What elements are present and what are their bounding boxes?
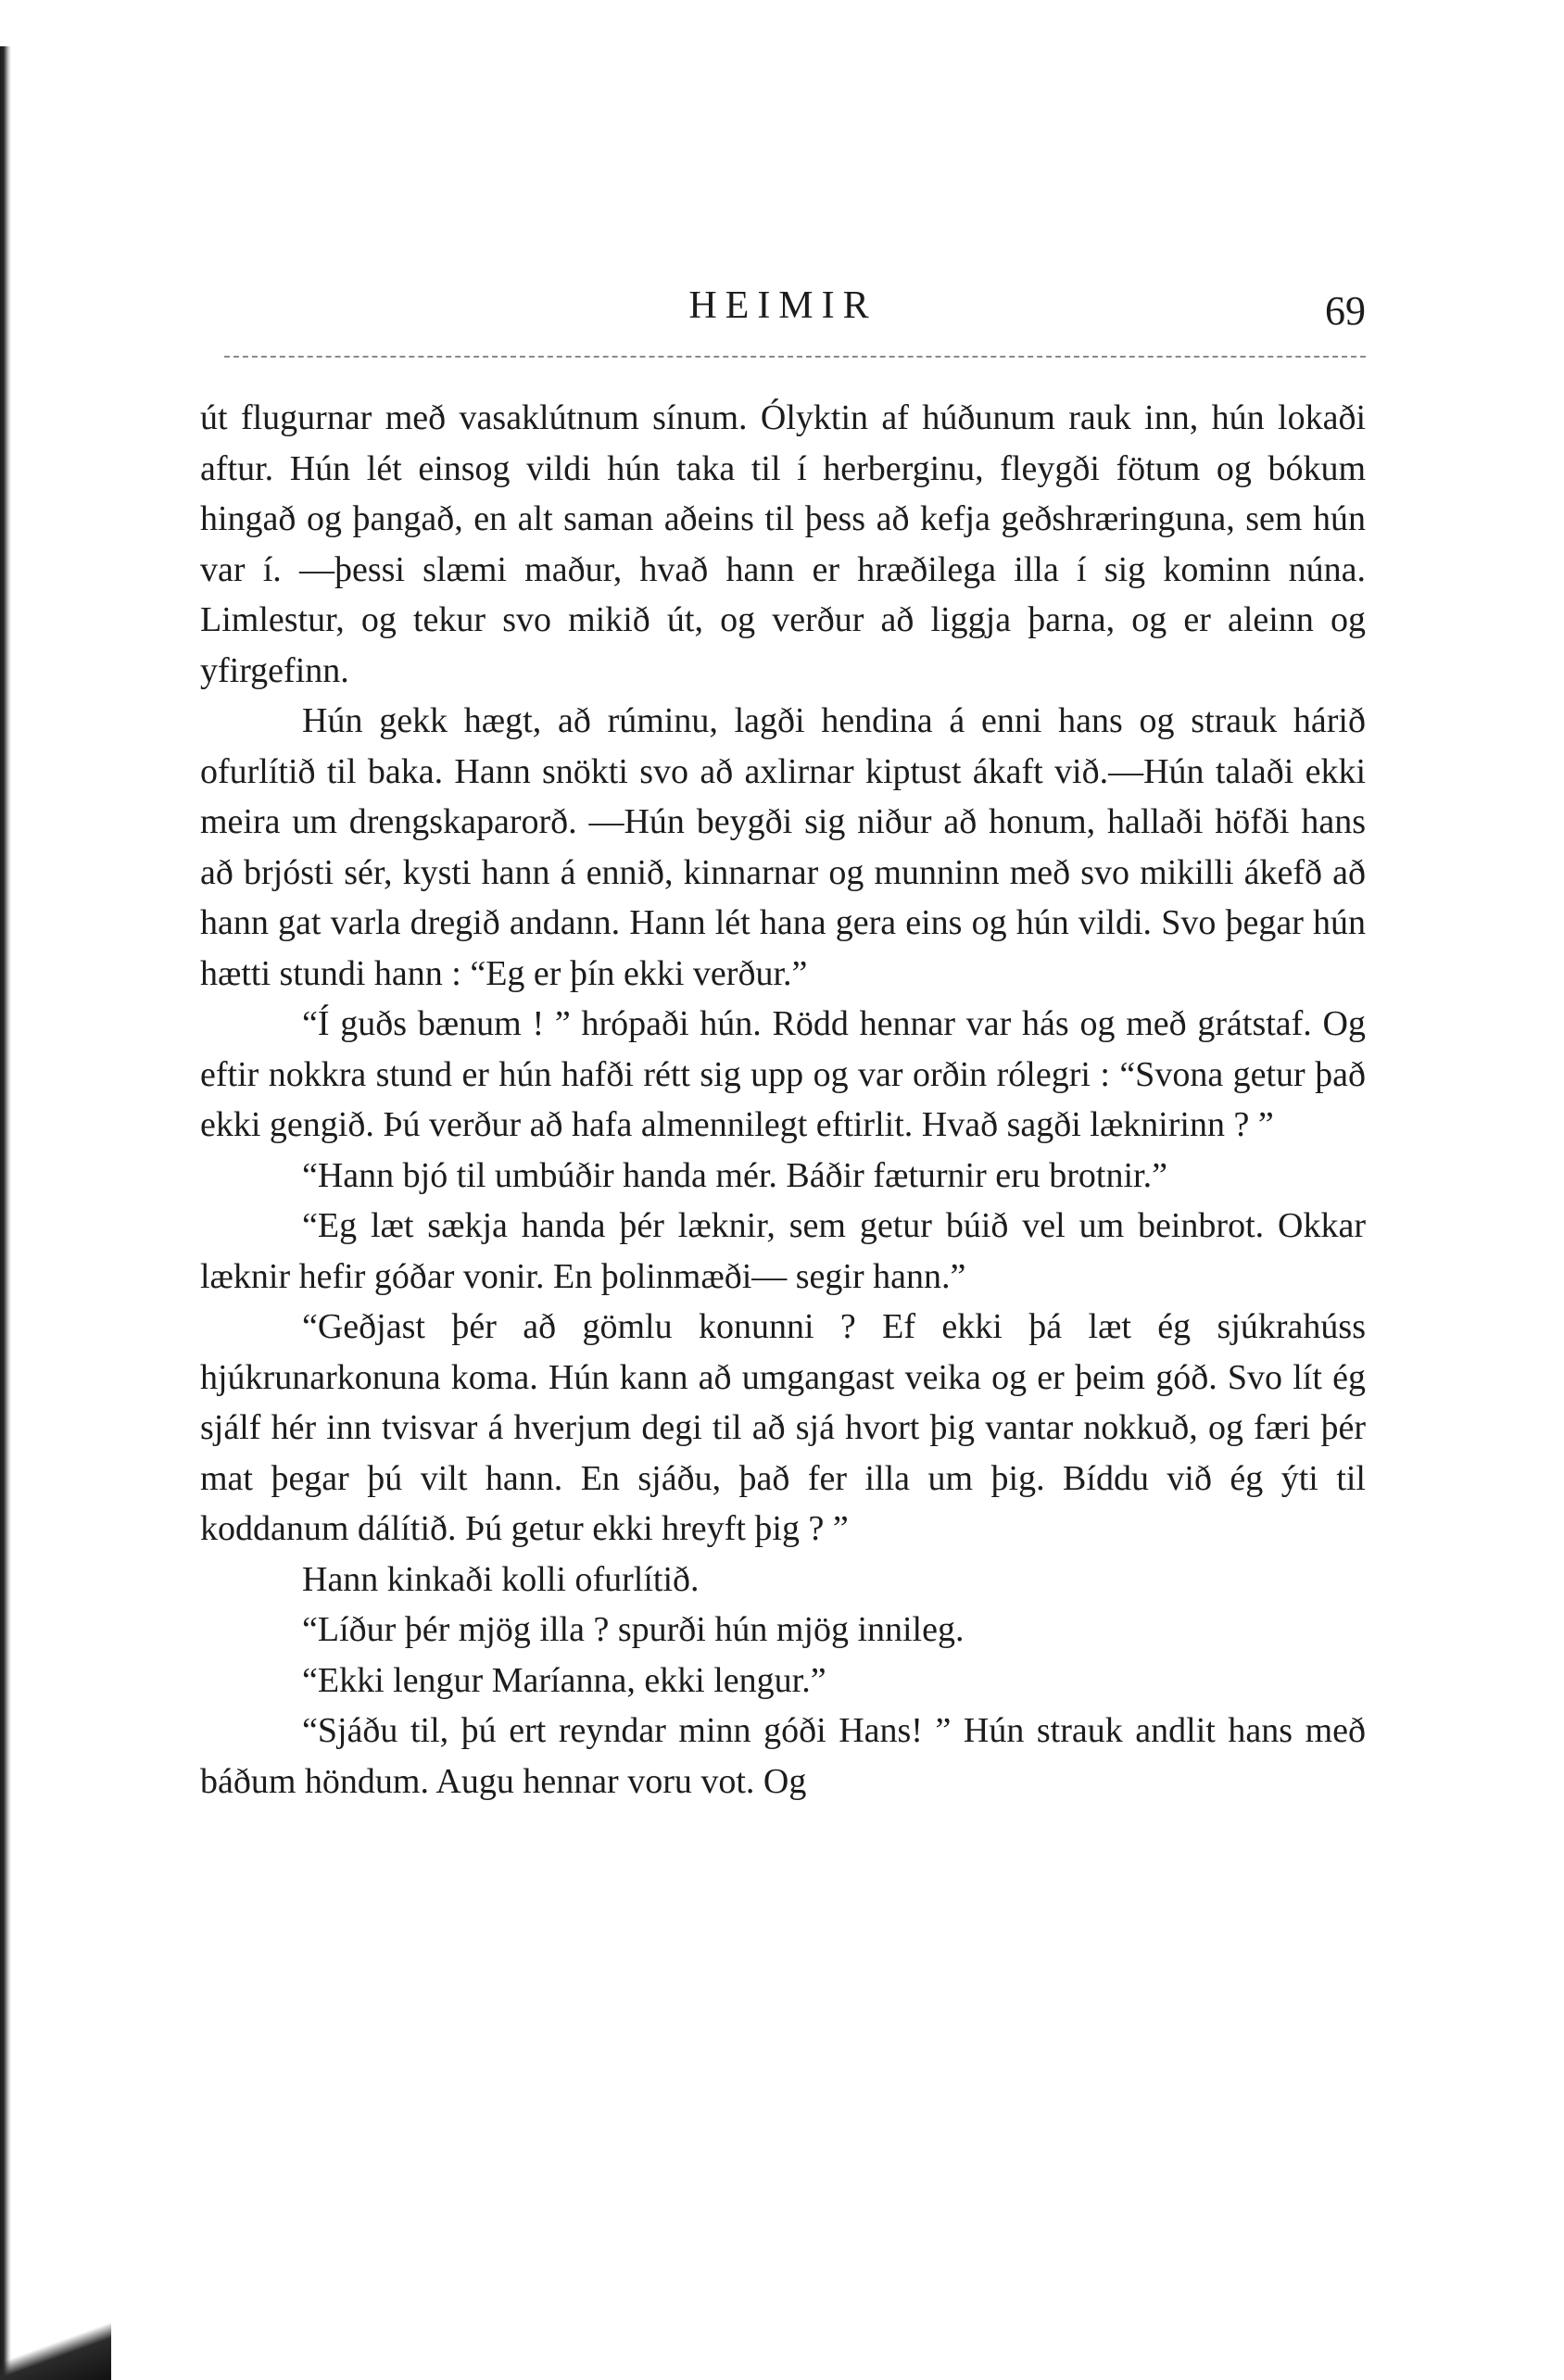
paragraph: Hún gekk hægt, að rúminu, lagði hendina á enni hans og strauk hárið ofurlítið til baka. Hann snökti svo að axlirnar kiptust ákaft við.—Hún talaði ekki meira um drengskaparorð. —Hún beygði sig niður að honum, hallaði höfði hans að brjósti sér, kysti hann á ennið, kinnarnar og munninn með svo mikilli ákefð að hann gat varla dregið andann. Hann lét hana gera eins og hún vildi. Svo þegar hún hætti stundi hann : “Eg er þín ekki verður.” [200, 701, 1366, 993]
paragraph: “Líður þér mjög illa ? spurði hún mjög innileg. [302, 1610, 965, 1649]
paragraph: “Hann bjó til umbúðir handa mér. Báðir fæturnir eru brotnir.” [302, 1155, 1167, 1195]
paragraph: “Eg læt sækja handa þér læknir, sem getur búið vel um beinbrot. Okkar læknir hefir góðar vonir. En þolinmæði— segir hann.” [200, 1206, 1366, 1296]
running-title: HEIMIR [688, 284, 877, 327]
page-body [200, 393, 1366, 1807]
paragraph: Hann kinkaði kolli ofurlítið. [302, 1559, 700, 1599]
scan-page-edge [0, 46, 11, 2380]
scan-corner-shadow [0, 2315, 111, 2380]
running-header [200, 278, 1366, 352]
header-rule [224, 356, 1366, 358]
paragraph: “Í guðs bænum ! ” hrópaði hún. Rödd hennar var hás og með grátstaf. Og eftir nokkra stund er hún hafði rétt sig upp og var orðin rólegri : “Svona getur það ekki gengið. Þú verður að hafa almennilegt eftirlit. Hvað sagði læknirinn ? ” [200, 1004, 1366, 1144]
paragraph: “Geðjast þér að gömlu konunni ? Ef ekki þá læt ég sjúkrahúss hjúkrunarkonuna koma. Hún kann að umgangast veika og er þeim góð. Svo lít ég sjálf hér inn tvisvar á hverjum degi til að sjá hvort þig vantar nokkuð, og færi þér mat þegar þú vilt hann. En sjáðu, það fer illa um þig. Bíddu við ég ýti til koddanum dálítið. Þú getur ekki hreyft þig ? ” [200, 1307, 1366, 1548]
paragraph: “Sjáðu til, þú ert reyndar minn góði Hans! ” Hún strauk andlit hans með báðum höndum. Augu hennar voru vot. Og [200, 1711, 1366, 1801]
paragraph: “Ekki lengur Maríanna, ekki lengur.” [302, 1660, 826, 1700]
page-number: 69 [1325, 288, 1366, 334]
paragraph: út flugurnar með vasaklútnum sínum. Ólyktin af húðunum rauk inn, hún lokaði aftur. Hún lét einsog vildi hún taka til í herberginu, fleygði fötum og bókum hingað og þangað, en alt saman aðeins til þess að kefja geðshræringuna, sem hún var í. —þessi slæmi maður, hvað hann er hræðilega illa í sig kominn núna. Limlestur, og tekur svo mikið út, og verður að liggja þarna, og er aleinn og yfirgefinn. [200, 398, 1366, 690]
book-page [200, 278, 1366, 1801]
